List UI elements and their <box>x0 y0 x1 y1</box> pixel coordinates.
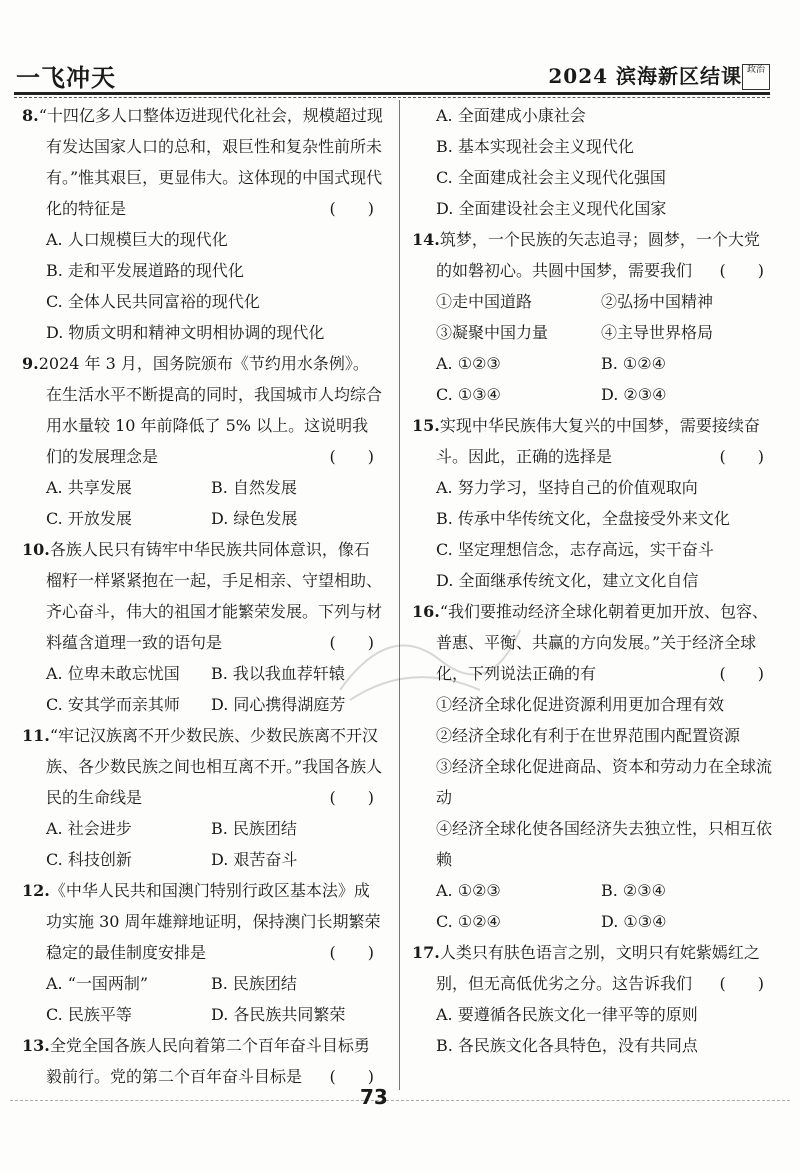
question-10: 10.各族人民只有铸牢中华民族共同体意识，像石榴籽一样紧紧抱在一起，手足相亲、守望相助、齐心奋斗，伟大的祖国才能繁荣发展。下列与材料蕴含道理一致的语句是 ( ) A. 位卑未敢忘忧国 B. 我以我血荐轩辕 C. 安其学而亲其师 D. 同心携得湖庭芳 <box>22 534 384 720</box>
statement-item: ④经济全球化使各国经济失去独立性，只相互依赖 <box>436 819 773 869</box>
statement-item: ③凝聚中国力量 <box>436 323 549 342</box>
option: D. 绿色发展 <box>211 509 298 528</box>
answer-paren: ( ) <box>329 199 374 218</box>
subject-badge: 政治 <box>742 64 770 90</box>
answer-paren: ( ) <box>719 261 764 280</box>
option: D. 艰苦奋斗 <box>211 850 298 869</box>
footer-rule <box>10 1100 790 1101</box>
question-15: 15.实现中华民族伟大复兴的中国梦，需要接续奋斗。因此，正确的选择是 ( ) A. 努力学习，坚持自己的价值观取向 B. 传承中华传统文化，全盘接受外来文化 C. 坚定理想信念，志存高远，实干奋斗 D. 全面继承传统文化，建立文化自信 <box>412 410 774 596</box>
question-16: 16.“我们要推动经济全球化朝着更加开放、包容、普惠、平衡、共赢的方向发展。”关于经济全球化，下列说法正确的有 ( ) ①经济全球化促进资源利用更加合理有效 ②经济全球化有利于在世界范围内配置资源 ③经济全球化促进商品、资本和劳动力在全球流动 ④经济全球化使各国经济失去独立性，只相互依赖 A. ①②③ B. ②③④ C. ①②④ D. ①③④ <box>412 596 774 937</box>
option: B. ②③④ <box>601 881 666 900</box>
question-17: 17.人类只有肤色语言之别，文明只有姹紫嫣红之别，但无高低优劣之分。这告诉我们 ( ) A. 要遵循各民族文化一律平等的原则 B. 各民族文化各具特色，没有共同点 <box>412 937 774 1061</box>
statement-item: ③经济全球化促进商品、资本和劳动力在全球流动 <box>436 757 773 807</box>
option: D. 物质文明和精神文明相协调的现代化 <box>46 323 325 342</box>
brand-logo: 一飞冲天 <box>16 64 116 92</box>
column-divider <box>399 100 400 1090</box>
statement-item: ①走中国道路 <box>436 292 533 311</box>
option: D. ②③④ <box>601 385 667 404</box>
option: C. ①②④ <box>436 912 501 931</box>
statement-item: ②弘扬中国精神 <box>601 292 714 311</box>
option: C. 安其学而亲其师 <box>46 695 180 714</box>
option: D. 同心携得湖庭芳 <box>211 695 346 714</box>
option: A. 社会进步 <box>46 819 132 838</box>
question-stem: 2024 年 3 月，国务院颁布《节约用水条例》。在生活水平不断提高的同时，我国城市人均综合用水量较 10 年前降低了 5% 以上。这说明我们的发展理念是 <box>38 354 383 466</box>
question-stem: “我们要推动经济全球化朝着更加开放、包容、普惠、平衡、共赢的方向发展。”关于经济全球化，下列说法正确的有 <box>436 602 769 683</box>
question-stem: “牢记汉族离不开少数民族、少数民族离不开汉族、各少数民族之间也相互离不开。”我国各族人民的生命线是 <box>46 726 383 807</box>
option: B. 基本实现社会主义现代化 <box>436 137 634 156</box>
option: D. 各民族共同繁荣 <box>211 1005 346 1024</box>
option: C. 科技创新 <box>46 850 132 869</box>
page-header-title: 2024 滨海新区结课 <box>548 64 742 88</box>
option: B. ①②④ <box>601 354 666 373</box>
option: A. “一国两制” <box>46 974 149 993</box>
option: A. 共享发展 <box>46 478 132 497</box>
option: A. ①②③ <box>436 354 501 373</box>
page-number: 73 <box>360 1085 388 1109</box>
statement-item: ①经济全球化促进资源利用更加合理有效 <box>436 695 725 714</box>
option: B. 我以我血荐轩辕 <box>211 664 345 683</box>
option: A. 努力学习，坚持自己的价值观取向 <box>436 478 698 497</box>
answer-paren: ( ) <box>329 447 374 466</box>
answer-paren: ( ) <box>329 943 374 962</box>
option: C. 开放发展 <box>46 509 132 528</box>
question-13-options <box>412 100 774 224</box>
question-8: 8.“十四亿多人口整体迈进现代化社会，规模超过现有发达国家人口的总和，艰巨性和复杂性前所未有。”惟其艰巨，更显伟大。这体现的中国式现代化的特征是 ( ) A. 人口规模巨大的现代化 B. 走和平发展道路的现代化 C. 全体人民共同富裕的现代化 D. 物质文明和精神文明相协调的现代化 <box>22 100 384 348</box>
statement-item: ④主导世界格局 <box>601 323 714 342</box>
question-stem: 人类只有肤色语言之别，文明只有姹紫嫣红之别，但无高低优劣之分。这告诉我们 <box>436 943 760 993</box>
question-13: 13.全党全国各族人民向着第二个百年奋斗目标勇毅前行。党的第二个百年奋斗目标是 ( ) <box>22 1030 384 1092</box>
question-stem: 各族人民只有铸牢中华民族共同体意识，像石榴籽一样紧紧抱在一起，手足相亲、守望相助、齐心奋斗，伟大的祖国才能繁荣发展。下列与材料蕴含道理一致的语句是 <box>46 540 383 652</box>
option: C. 全面建成社会主义现代化强国 <box>436 168 666 187</box>
option: B. 各民族文化各具特色，没有共同点 <box>436 1036 698 1055</box>
option: D. ①③④ <box>601 912 667 931</box>
answer-paren: ( ) <box>719 664 764 683</box>
option: A. 人口规模巨大的现代化 <box>46 230 228 249</box>
question-12: 12.《中华人民共和国澳门特别行政区基本法》成功实施 30 周年雄辩地证明，保持澳门长期繁荣稳定的最佳制度安排是 ( ) A. “一国两制” B. 民族团结 C. 民族平等 D. 各民族共同繁荣 <box>22 875 384 1030</box>
question-14: 14.筑梦，一个民族的矢志追寻；圆梦，一个大党的如磐初心。共圆中国梦，需要我们 ( ) ①走中国道路 ②弘扬中国精神 ③凝聚中国力量 ④主导世界格局 A. ①②③ B. ①②④ C. ①③④ D. ②③④ <box>412 224 774 410</box>
answer-paren: ( ) <box>719 974 764 993</box>
question-stem: 《中华人民共和国澳门特别行政区基本法》成功实施 30 周年雄辩地证明，保持澳门长期繁荣稳定的最佳制度安排是 <box>46 881 381 962</box>
option: B. 民族团结 <box>211 819 297 838</box>
option: C. 坚定理想信念，志存高远，实干奋斗 <box>436 540 714 559</box>
right-column <box>412 100 774 1061</box>
question-11: 11.“牢记汉族离不开少数民族、少数民族离不开汉族、各少数民族之间也相互离不开。”我国各族人民的生命线是 ( ) A. 社会进步 B. 民族团结 C. 科技创新 D. 艰苦奋斗 <box>22 720 384 875</box>
option: C. 全体人民共同富裕的现代化 <box>46 292 260 311</box>
option: A. ①②③ <box>436 881 501 900</box>
option: C. 民族平等 <box>46 1005 132 1024</box>
option: B. 自然发展 <box>211 478 297 497</box>
question-stem: 筑梦，一个民族的矢志追寻；圆梦，一个大党的如磐初心。共圆中国梦，需要我们 <box>436 230 760 280</box>
answer-paren: ( ) <box>329 1067 374 1086</box>
option: A. 要遵循各民族文化一律平等的原则 <box>436 1005 698 1024</box>
option: C. ①③④ <box>436 385 501 404</box>
option: A. 全面建成小康社会 <box>436 106 586 125</box>
answer-paren: ( ) <box>329 788 374 807</box>
question-9: 9.2024 年 3 月，国务院颁布《节约用水条例》。在生活水平不断提高的同时，我国城市人均综合用水量较 10 年前降低了 5% 以上。这说明我们的发展理念是 ( ) A. 共享发展 B. 自然发展 C. 开放发展 D. 绿色发展 <box>22 348 384 534</box>
question-stem: 实现中华民族伟大复兴的中国梦，需要接续奋斗。因此，正确的选择是 <box>436 416 760 466</box>
option: A. 位卑未敢忘忧国 <box>46 664 180 683</box>
question-stem: 全党全国各族人民向着第二个百年奋斗目标勇毅前行。党的第二个百年奋斗目标是 <box>46 1036 370 1086</box>
statement-item: ②经济全球化有利于在世界范围内配置资源 <box>436 726 741 745</box>
left-column <box>22 100 384 1092</box>
option: B. 传承中华传统文化，全盘接受外来文化 <box>436 509 730 528</box>
answer-paren: ( ) <box>719 447 764 466</box>
answer-paren: ( ) <box>329 633 374 652</box>
header-rule <box>14 92 770 95</box>
option: B. 走和平发展道路的现代化 <box>46 261 244 280</box>
question-stem: “十四亿多人口整体迈进现代化社会，规模超过现有发达国家人口的总和，艰巨性和复杂性前所未有。”惟其艰巨，更显伟大。这体现的中国式现代化的特征是 <box>38 106 383 218</box>
option: D. 全面建设社会主义现代化国家 <box>436 199 667 218</box>
option: B. 民族团结 <box>211 974 297 993</box>
header-dashed-rule <box>14 97 770 98</box>
option: D. 全面继承传统文化，建立文化自信 <box>436 571 699 590</box>
